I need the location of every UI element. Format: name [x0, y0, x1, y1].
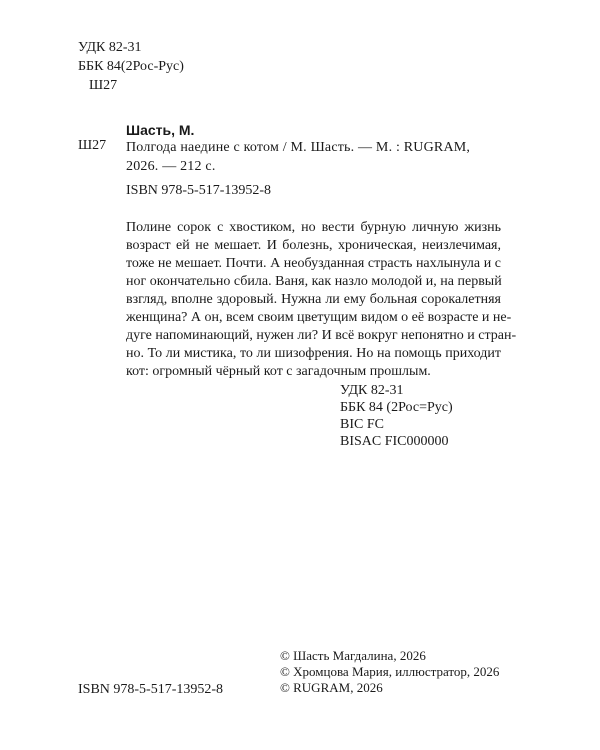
annotation-paragraph [126, 219, 517, 381]
isbn-main: ISBN 978-5-517-13952-8 [126, 183, 272, 198]
annotation-line: взгляд, вполне здоровый. Нужна ли ему больная сорокалетняя [126, 292, 501, 307]
annotation-line: женщина? А он, всем своим цветущим видом о её возрасте и не- [126, 310, 512, 325]
citation-text: Полгода наедине с котом / М. Шасть. — М. : RUGRAM, 2026. — 212 с. [126, 140, 471, 174]
bic-code: BIC FC [340, 417, 384, 432]
author-name: Шасть, М. [126, 122, 195, 138]
copyright-publisher: © RUGRAM, 2026 [280, 680, 383, 695]
bbk-code: ББК 84 (2Рос=Рус) [340, 400, 453, 415]
isbn-bottom: ISBN 978-5-517-13952-8 [78, 682, 224, 697]
top-classification-block [78, 38, 184, 95]
bisac-code: BISAC FIC000000 [340, 434, 449, 449]
annotation-line: возраст ей не мешает. И болезнь, хроническая, неизлечимая, [126, 238, 501, 253]
top-bbk-code: ББК 84(2Рос-Рус) [78, 59, 184, 74]
copyright-illustrator: © Хромцова Мария, иллюстратор, 2026 [280, 664, 500, 679]
annotation-line: ног окончательно сбила. Ваня, как назло молодой и, на первый [126, 274, 502, 289]
entry-cutter-mark: Ш27 [78, 138, 107, 153]
top-udk-code: УДК 82-31 [78, 40, 142, 55]
udk-code: УДК 82-31 [340, 383, 404, 398]
classification-codes-block [340, 382, 453, 450]
copyright-author: © Шасть Магдалина, 2026 [280, 648, 426, 663]
annotation-line: кот: огромный чёрный кот с загадочным прошлым. [126, 364, 431, 379]
annotation-line: Полине сорок с хвостиком, но вести бурную личную жизнь [126, 220, 501, 235]
copyright-block [280, 648, 499, 696]
annotation-line: тоже не мешает. Почти. А необузданная страсть нахлынула и с [126, 256, 501, 271]
top-cutter-code: Ш27 [89, 78, 118, 93]
annotation-line: дуге напоминающий, нужен ли? И всё вокруг непонятно и стран- [126, 328, 517, 343]
annotation-line: но. То ли мистика, то ли шизофрения. Но на помощь приходит [126, 346, 501, 361]
